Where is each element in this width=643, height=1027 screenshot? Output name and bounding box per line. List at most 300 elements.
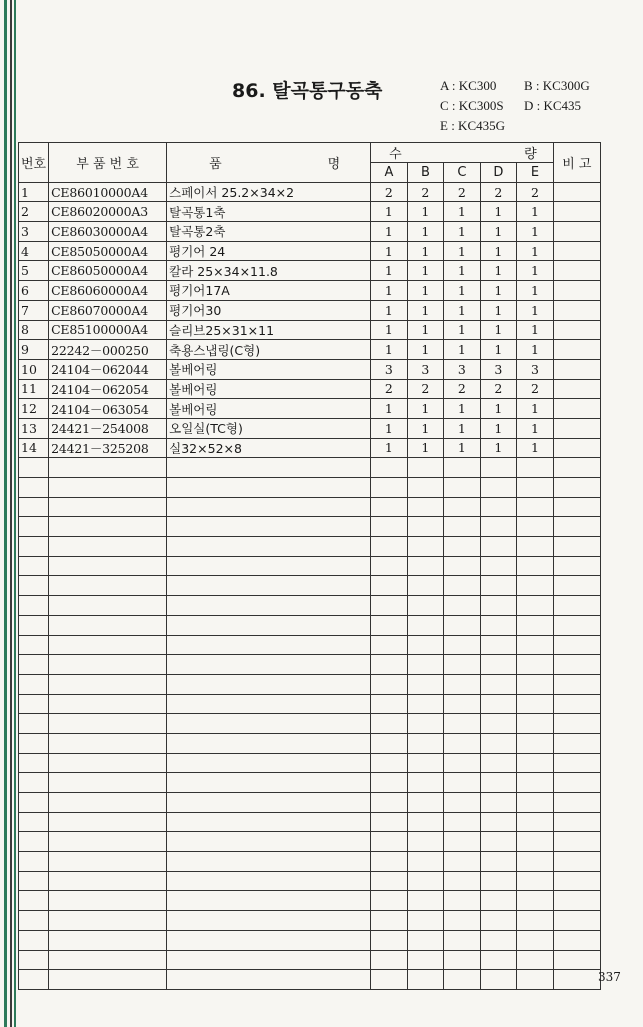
row-number: 7 xyxy=(19,300,49,320)
part-name xyxy=(167,556,371,576)
quantity-b xyxy=(407,694,444,714)
quantity-e xyxy=(517,911,554,931)
part-number xyxy=(49,497,167,517)
quantity-a xyxy=(371,733,408,753)
part-number xyxy=(49,694,167,714)
quantity-e: 1 xyxy=(517,300,554,320)
table-row-blank xyxy=(19,950,601,970)
quantity-c xyxy=(444,655,481,675)
remarks-cell xyxy=(553,674,600,694)
row-number: 8 xyxy=(19,320,49,340)
remarks-cell xyxy=(553,379,600,399)
remarks-cell xyxy=(553,418,600,438)
quantity-a xyxy=(371,812,408,832)
part-number: 24421－325208 xyxy=(49,438,167,458)
quantity-a xyxy=(371,930,408,950)
table-row-blank xyxy=(19,773,601,793)
quantity-e xyxy=(517,871,554,891)
quantity-b xyxy=(407,970,444,990)
quantity-b xyxy=(407,517,444,537)
quantity-c xyxy=(444,970,481,990)
header-model-a: A xyxy=(371,163,408,183)
quantity-e: 1 xyxy=(517,399,554,419)
legend-model-b: B : KC300G xyxy=(524,78,590,93)
quantity-b xyxy=(407,635,444,655)
row-number xyxy=(19,793,49,813)
quantity-c: 2 xyxy=(444,379,481,399)
quantity-b: 1 xyxy=(407,202,444,222)
quantity-d: 1 xyxy=(480,241,517,261)
quantity-d xyxy=(480,556,517,576)
quantity-c xyxy=(444,733,481,753)
quantity-c xyxy=(444,615,481,635)
quantity-c: 1 xyxy=(444,202,481,222)
quantity-e xyxy=(517,635,554,655)
part-number xyxy=(49,655,167,675)
legend-model-a: A : KC300 xyxy=(440,78,497,93)
quantity-c xyxy=(444,773,481,793)
row-number: 9 xyxy=(19,340,49,360)
quantity-a xyxy=(371,615,408,635)
table-row xyxy=(19,182,601,202)
part-name: 탈곡통1축 xyxy=(167,202,371,222)
row-number: 14 xyxy=(19,438,49,458)
quantity-e xyxy=(517,832,554,852)
quantity-e xyxy=(517,970,554,990)
quantity-b xyxy=(407,497,444,517)
table-row xyxy=(19,281,601,301)
part-name xyxy=(167,655,371,675)
quantity-b xyxy=(407,576,444,596)
row-number xyxy=(19,950,49,970)
quantity-d xyxy=(480,714,517,734)
quantity-d xyxy=(480,655,517,675)
part-name: 볼베어링 xyxy=(167,379,371,399)
part-name xyxy=(167,930,371,950)
quantity-c xyxy=(444,635,481,655)
quantity-a xyxy=(371,970,408,990)
row-number xyxy=(19,576,49,596)
part-name xyxy=(167,793,371,813)
part-name xyxy=(167,497,371,517)
quantity-c xyxy=(444,911,481,931)
part-name: 평기어 24 xyxy=(167,241,371,261)
header-name-right: 명 xyxy=(327,156,341,172)
quantity-e xyxy=(517,556,554,576)
part-name xyxy=(167,714,371,734)
part-name xyxy=(167,478,371,498)
part-number: 24104－063054 xyxy=(49,399,167,419)
table-row-blank xyxy=(19,674,601,694)
quantity-e: 2 xyxy=(517,182,554,202)
part-name xyxy=(167,537,371,557)
quantity-a: 1 xyxy=(371,399,408,419)
quantity-b xyxy=(407,596,444,616)
quantity-e xyxy=(517,615,554,635)
table-row-blank xyxy=(19,694,601,714)
quantity-b xyxy=(407,832,444,852)
table-row xyxy=(19,399,601,419)
quantity-e xyxy=(517,478,554,498)
quantity-b: 1 xyxy=(407,222,444,242)
header-qty-right: 량 xyxy=(524,147,537,162)
quantity-a: 1 xyxy=(371,202,408,222)
remarks-cell xyxy=(553,458,600,478)
quantity-d xyxy=(480,753,517,773)
quantity-e: 1 xyxy=(517,241,554,261)
remarks-cell xyxy=(553,202,600,222)
quantity-d: 1 xyxy=(480,222,517,242)
quantity-b: 1 xyxy=(407,281,444,301)
remarks-cell xyxy=(553,340,600,360)
part-name: 축용스냅링(C형) xyxy=(167,340,371,360)
quantity-a xyxy=(371,576,408,596)
quantity-b xyxy=(407,478,444,498)
table-row-blank xyxy=(19,812,601,832)
remarks-cell xyxy=(553,182,600,202)
quantity-a xyxy=(371,635,408,655)
quantity-c xyxy=(444,576,481,596)
quantity-d: 2 xyxy=(480,182,517,202)
table-row-blank xyxy=(19,891,601,911)
table-row-blank xyxy=(19,714,601,734)
quantity-a xyxy=(371,556,408,576)
quantity-a xyxy=(371,911,408,931)
row-number: 10 xyxy=(19,359,49,379)
part-number: 24104－062044 xyxy=(49,359,167,379)
quantity-e xyxy=(517,733,554,753)
table-row-blank xyxy=(19,753,601,773)
quantity-a xyxy=(371,674,408,694)
quantity-b xyxy=(407,793,444,813)
part-name xyxy=(167,733,371,753)
remarks-cell xyxy=(553,832,600,852)
quantity-b xyxy=(407,753,444,773)
table-row xyxy=(19,261,601,281)
part-name: 스페이서 25.2×34×2 xyxy=(167,182,371,202)
table-row-blank xyxy=(19,556,601,576)
part-number: 24104－062054 xyxy=(49,379,167,399)
quantity-c xyxy=(444,753,481,773)
quantity-a: 2 xyxy=(371,379,408,399)
quantity-d: 1 xyxy=(480,300,517,320)
quantity-a: 2 xyxy=(371,182,408,202)
part-number xyxy=(49,517,167,537)
quantity-a xyxy=(371,832,408,852)
part-number: CE85100000A4 xyxy=(49,320,167,340)
part-number: CE85050000A4 xyxy=(49,241,167,261)
quantity-a: 1 xyxy=(371,340,408,360)
part-number xyxy=(49,615,167,635)
quantity-d: 2 xyxy=(480,379,517,399)
quantity-a xyxy=(371,871,408,891)
table-row-blank xyxy=(19,478,601,498)
part-name xyxy=(167,950,371,970)
quantity-a: 1 xyxy=(371,438,408,458)
table-row xyxy=(19,359,601,379)
part-number: CE86050000A4 xyxy=(49,261,167,281)
table-row xyxy=(19,241,601,261)
remarks-cell xyxy=(553,930,600,950)
quantity-c xyxy=(444,871,481,891)
header-name-left: 품 xyxy=(209,156,222,172)
quantity-c: 1 xyxy=(444,222,481,242)
quantity-b xyxy=(407,812,444,832)
quantity-b xyxy=(407,556,444,576)
header-qty-left: 수 xyxy=(389,147,402,162)
part-number xyxy=(49,793,167,813)
part-number: CE86020000A3 xyxy=(49,202,167,222)
remarks-cell xyxy=(553,950,600,970)
quantity-d: 1 xyxy=(480,399,517,419)
quantity-e: 1 xyxy=(517,261,554,281)
remarks-cell xyxy=(553,773,600,793)
row-number xyxy=(19,497,49,517)
part-number xyxy=(49,537,167,557)
binding-line-inner xyxy=(14,0,16,1027)
table-row-blank xyxy=(19,655,601,675)
row-number xyxy=(19,694,49,714)
part-number: 22242－000250 xyxy=(49,340,167,360)
quantity-c xyxy=(444,793,481,813)
row-number xyxy=(19,871,49,891)
part-name: 슬리브25×31×11 xyxy=(167,320,371,340)
quantity-b xyxy=(407,950,444,970)
part-number: CE86010000A4 xyxy=(49,182,167,202)
part-number xyxy=(49,891,167,911)
remarks-cell xyxy=(553,576,600,596)
quantity-c xyxy=(444,537,481,557)
row-number xyxy=(19,733,49,753)
legend-model-d: D : KC435 xyxy=(524,98,582,113)
remarks-cell xyxy=(553,812,600,832)
row-number xyxy=(19,674,49,694)
row-number xyxy=(19,517,49,537)
quantity-c xyxy=(444,832,481,852)
quantity-b: 1 xyxy=(407,340,444,360)
part-name xyxy=(167,911,371,931)
table-row-blank xyxy=(19,497,601,517)
quantity-e: 1 xyxy=(517,418,554,438)
part-name: 평기어30 xyxy=(167,300,371,320)
quantity-a xyxy=(371,694,408,714)
quantity-d xyxy=(480,596,517,616)
quantity-b: 1 xyxy=(407,241,444,261)
part-name xyxy=(167,615,371,635)
quantity-c xyxy=(444,596,481,616)
part-number xyxy=(49,458,167,478)
quantity-b: 2 xyxy=(407,182,444,202)
quantity-a: 1 xyxy=(371,241,408,261)
quantity-b: 1 xyxy=(407,399,444,419)
part-number: CE86060000A4 xyxy=(49,281,167,301)
quantity-b: 1 xyxy=(407,418,444,438)
quantity-e: 1 xyxy=(517,202,554,222)
part-name: 실32×52×8 xyxy=(167,438,371,458)
quantity-e: 3 xyxy=(517,359,554,379)
table-row xyxy=(19,438,601,458)
part-name xyxy=(167,832,371,852)
quantity-e xyxy=(517,753,554,773)
quantity-c: 1 xyxy=(444,399,481,419)
row-number xyxy=(19,773,49,793)
quantity-d xyxy=(480,793,517,813)
quantity-d xyxy=(480,497,517,517)
remarks-cell xyxy=(553,438,600,458)
part-name xyxy=(167,871,371,891)
row-number xyxy=(19,911,49,931)
part-number xyxy=(49,950,167,970)
quantity-d xyxy=(480,852,517,872)
row-number xyxy=(19,891,49,911)
part-number xyxy=(49,852,167,872)
quantity-a xyxy=(371,852,408,872)
part-number xyxy=(49,635,167,655)
quantity-a: 1 xyxy=(371,281,408,301)
table-row-blank xyxy=(19,733,601,753)
quantity-b xyxy=(407,674,444,694)
page-title: 86. 탈곡통구동축 xyxy=(232,80,383,102)
quantity-b xyxy=(407,891,444,911)
quantity-c xyxy=(444,891,481,911)
quantity-e xyxy=(517,950,554,970)
quantity-c xyxy=(444,556,481,576)
quantity-c xyxy=(444,714,481,734)
quantity-c xyxy=(444,674,481,694)
part-name xyxy=(167,852,371,872)
remarks-cell xyxy=(553,793,600,813)
table-row-blank xyxy=(19,576,601,596)
part-number: CE86070000A4 xyxy=(49,300,167,320)
remarks-cell xyxy=(553,556,600,576)
header-remarks: 비 고 xyxy=(553,143,600,183)
table-row xyxy=(19,340,601,360)
header-quantity xyxy=(371,143,554,163)
quantity-b xyxy=(407,458,444,478)
quantity-d xyxy=(480,871,517,891)
remarks-cell xyxy=(553,281,600,301)
part-number xyxy=(49,911,167,931)
quantity-d xyxy=(480,615,517,635)
quantity-d: 1 xyxy=(480,418,517,438)
part-name: 칼라 25×34×11.8 xyxy=(167,261,371,281)
table-row-blank xyxy=(19,793,601,813)
quantity-e xyxy=(517,655,554,675)
quantity-c: 1 xyxy=(444,418,481,438)
quantity-d: 1 xyxy=(480,281,517,301)
part-number xyxy=(49,733,167,753)
row-number: 3 xyxy=(19,222,49,242)
table-row-blank xyxy=(19,871,601,891)
part-name xyxy=(167,596,371,616)
quantity-b: 1 xyxy=(407,300,444,320)
quantity-e xyxy=(517,458,554,478)
legend-model-c: C : KC300S xyxy=(440,98,504,113)
quantity-a xyxy=(371,891,408,911)
part-name xyxy=(167,674,371,694)
part-number xyxy=(49,930,167,950)
quantity-a xyxy=(371,537,408,557)
table-row xyxy=(19,202,601,222)
parts-table-body xyxy=(19,182,601,989)
remarks-cell xyxy=(553,911,600,931)
table-row xyxy=(19,222,601,242)
row-number xyxy=(19,970,49,990)
quantity-c xyxy=(444,478,481,498)
quantity-c: 1 xyxy=(444,320,481,340)
quantity-d xyxy=(480,517,517,537)
quantity-d: 1 xyxy=(480,340,517,360)
part-number xyxy=(49,753,167,773)
quantity-c xyxy=(444,517,481,537)
part-name xyxy=(167,773,371,793)
remarks-cell xyxy=(553,970,600,990)
quantity-d xyxy=(480,733,517,753)
table-row-blank xyxy=(19,930,601,950)
remarks-cell xyxy=(553,871,600,891)
quantity-c xyxy=(444,852,481,872)
quantity-d: 1 xyxy=(480,320,517,340)
quantity-c: 1 xyxy=(444,281,481,301)
quantity-c xyxy=(444,497,481,517)
table-row-blank xyxy=(19,852,601,872)
part-number: 24421－254008 xyxy=(49,418,167,438)
quantity-a: 1 xyxy=(371,222,408,242)
quantity-a xyxy=(371,950,408,970)
quantity-a: 1 xyxy=(371,418,408,438)
header-model-d: D xyxy=(480,163,517,183)
table-row-blank xyxy=(19,537,601,557)
quantity-e xyxy=(517,537,554,557)
quantity-b xyxy=(407,714,444,734)
remarks-cell xyxy=(553,517,600,537)
quantity-d xyxy=(480,911,517,931)
quantity-b: 2 xyxy=(407,379,444,399)
row-number: 13 xyxy=(19,418,49,438)
quantity-a: 1 xyxy=(371,261,408,281)
row-number xyxy=(19,537,49,557)
part-name: 볼베어링 xyxy=(167,399,371,419)
part-number xyxy=(49,832,167,852)
remarks-cell xyxy=(553,320,600,340)
row-number: 12 xyxy=(19,399,49,419)
quantity-d: 1 xyxy=(480,438,517,458)
quantity-c xyxy=(444,694,481,714)
row-number: 1 xyxy=(19,182,49,202)
quantity-e xyxy=(517,497,554,517)
binding-line-outer xyxy=(4,0,7,1027)
quantity-c xyxy=(444,458,481,478)
quantity-d xyxy=(480,576,517,596)
row-number xyxy=(19,832,49,852)
remarks-cell xyxy=(553,635,600,655)
row-number xyxy=(19,812,49,832)
quantity-b xyxy=(407,852,444,872)
table-row-blank xyxy=(19,615,601,635)
quantity-e xyxy=(517,576,554,596)
header-model-c: C xyxy=(444,163,481,183)
row-number xyxy=(19,635,49,655)
row-number: 5 xyxy=(19,261,49,281)
part-name xyxy=(167,458,371,478)
quantity-d xyxy=(480,694,517,714)
table-row xyxy=(19,418,601,438)
part-name xyxy=(167,694,371,714)
remarks-cell xyxy=(553,596,600,616)
legend-model-e: E : KC435G xyxy=(440,118,505,133)
quantity-c: 1 xyxy=(444,438,481,458)
binding-line-middle xyxy=(10,0,12,1027)
